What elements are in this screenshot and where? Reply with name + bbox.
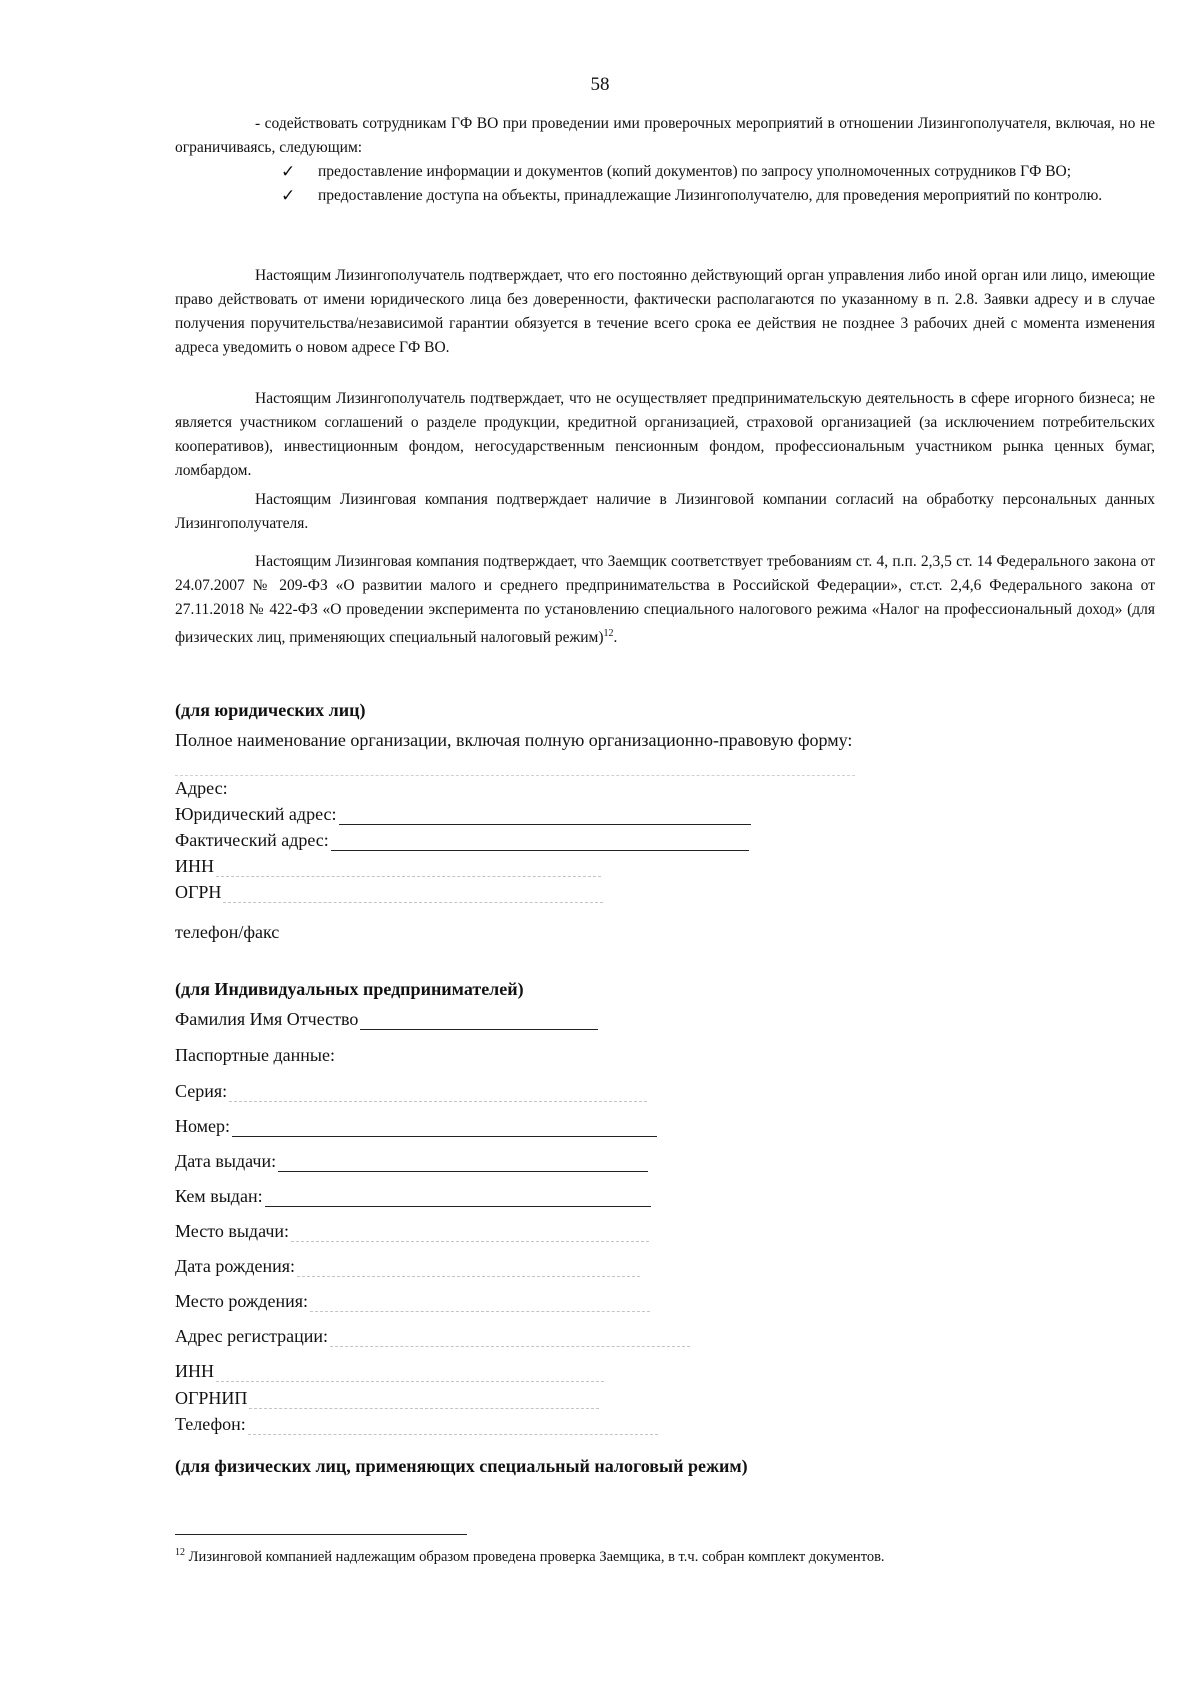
phone-row <box>175 1414 658 1435</box>
paragraph-law-compliance <box>175 550 1155 650</box>
phone-label: Телефон: <box>175 1414 246 1434</box>
address-label: Адрес: <box>175 778 228 798</box>
footnote-reference: 12 <box>603 628 614 639</box>
registration-label: Адрес регистрации: <box>175 1326 329 1346</box>
ogrn-row <box>175 882 603 903</box>
legal-address-field[interactable] <box>339 806 751 825</box>
entrepreneurs-heading: (для Индивидуальных предпринимателей) <box>175 979 524 999</box>
issue-place-field[interactable] <box>291 1223 649 1242</box>
issued-by-field[interactable] <box>265 1188 651 1207</box>
birth-place-row <box>175 1291 650 1312</box>
series-label: Серия: <box>175 1081 228 1101</box>
issue-place-label: Место выдачи: <box>175 1221 290 1241</box>
inn-label: ИНН <box>175 856 214 876</box>
legal-address-row <box>175 804 751 825</box>
individuals-heading: (для физических лиц, применяющих специальный налоговый режим) <box>175 1456 748 1476</box>
registration-field[interactable] <box>330 1328 690 1347</box>
paragraph-intro: - содействовать сотрудникам ГФ ВО при проведении ими проверочных мероприятий в отношении Лизингополучателя, включая, но не ограничиваясь, следующим: <box>175 115 1155 156</box>
footnote-number: 12 <box>175 1547 185 1558</box>
list-item <box>175 184 1155 208</box>
inn-field[interactable] <box>216 858 601 877</box>
footnote <box>175 1547 885 1566</box>
checkmark-icon: ✓ <box>281 186 296 205</box>
registration-row <box>175 1326 690 1347</box>
paragraph-address-confirmation: Настоящим Лизингополучатель подтверждает, что его постоянно действующий орган управления либо иной орган или лицо, имеющие право действовать от имени юридического лица без доверенности, фактически располагаются по указанному в п. 2.8. Заявки адресу и в случае получения поручительства/независимой гарантии обязуется в течение всего срока ее действия не позднее 3 рабочих дней с момента изменения адреса уведомить о новом адресе ГФ ВО. <box>175 267 1155 356</box>
fio-row <box>175 1009 598 1030</box>
paragraph-business-confirmation: Настоящим Лизингополучатель подтверждает, что не осуществляет предпринимательскую деятельность в сфере игорного бизнеса; не является участником соглашений о разделе продукции, кредитной организацией, страховой организацией (за исключением потребительских кооперативов), инвестиционным фондом, негосударственным пенсионным фондом, профессиональным участником рынка ценных бумаг, ломбардом. <box>175 390 1155 479</box>
issued-by-label: Кем выдан: <box>175 1186 263 1206</box>
number-row <box>175 1116 657 1137</box>
birth-place-field[interactable] <box>310 1293 650 1312</box>
paragraph-law-text: Настоящим Лизинговая компания подтверждает, что Заемщик соответствует требованиям ст. 4, п.п. 2,3,5 ст. 14 Федерального закона от 24.07.2007 № 209-ФЗ «О развитии малого и среднего предпринимательства в Российской Федерации», ст.ст. 2,4,6 Федерального закона от 27.11.2018 № 422-ФЗ «О проведении эксперимента по установлению специального налогового режима «Налог на профессиональный доход» (для физических лиц, применяющих специальный налоговый режим) <box>175 553 1155 647</box>
phone-fax-label: телефон/факс <box>175 922 280 942</box>
phone-field[interactable] <box>248 1416 658 1435</box>
fio-label: Фамилия Имя Отчество <box>175 1009 359 1029</box>
list-item-text: предоставление информации и документов (копий документов) по запросу уполномоченных сотрудников ГФ ВО; <box>318 163 1072 180</box>
legal-address-label: Юридический адрес: <box>175 804 337 824</box>
org-full-name-field[interactable] <box>175 775 855 776</box>
issued-by-row <box>175 1186 651 1207</box>
ip-inn-field[interactable] <box>216 1363 604 1382</box>
inn-row <box>175 856 601 877</box>
fio-field[interactable] <box>360 1011 598 1030</box>
issue-date-row <box>175 1151 648 1172</box>
issue-date-label: Дата выдачи: <box>175 1151 277 1171</box>
issue-date-field[interactable] <box>278 1153 648 1172</box>
ip-inn-row <box>175 1361 604 1382</box>
actual-address-row <box>175 830 749 851</box>
ogrnip-field[interactable] <box>249 1390 599 1409</box>
paragraph-end: . <box>613 629 618 647</box>
page-number: 58 <box>590 74 610 95</box>
series-row <box>175 1081 647 1102</box>
footnote-text: Лизинговой компанией надлежащим образом проведена проверка Заемщика, в т.ч. собран комплект документов. <box>188 1548 885 1565</box>
paragraph-assist-inspections <box>175 112 1155 208</box>
footnote-divider <box>175 1534 467 1535</box>
passport-label: Паспортные данные: <box>175 1045 335 1065</box>
ogrn-field[interactable] <box>223 884 603 903</box>
birth-date-row <box>175 1256 640 1277</box>
paragraph-consent-confirmation: Настоящим Лизинговая компания подтверждает наличие в Лизинговой компании согласий на обработку персональных данных Лизингополучателя. <box>175 491 1155 532</box>
ogrnip-label: ОГРНИП <box>175 1388 248 1408</box>
number-field[interactable] <box>232 1118 657 1137</box>
issue-place-row <box>175 1221 649 1242</box>
legal-entities-heading: (для юридических лиц) <box>175 700 366 720</box>
birth-date-label: Дата рождения: <box>175 1256 296 1276</box>
inspection-list <box>175 160 1155 208</box>
checkmark-icon: ✓ <box>281 162 296 181</box>
ip-inn-label: ИНН <box>175 1361 214 1381</box>
birth-date-field[interactable] <box>297 1258 640 1277</box>
number-label: Номер: <box>175 1116 231 1136</box>
birth-place-label: Место рождения: <box>175 1291 309 1311</box>
series-field[interactable] <box>229 1083 647 1102</box>
ogrn-label: ОГРН <box>175 882 222 902</box>
ogrnip-row <box>175 1388 599 1409</box>
actual-address-field[interactable] <box>331 832 749 851</box>
actual-address-label: Фактический адрес: <box>175 830 329 850</box>
org-full-name-label: Полное наименование организации, включая полную организационно-правовую форму: <box>175 730 853 750</box>
list-item-text: предоставление доступа на объекты, принадлежащие Лизингополучателю, для проведения мероприятий по контролю. <box>318 187 1103 204</box>
list-item <box>175 160 1155 184</box>
